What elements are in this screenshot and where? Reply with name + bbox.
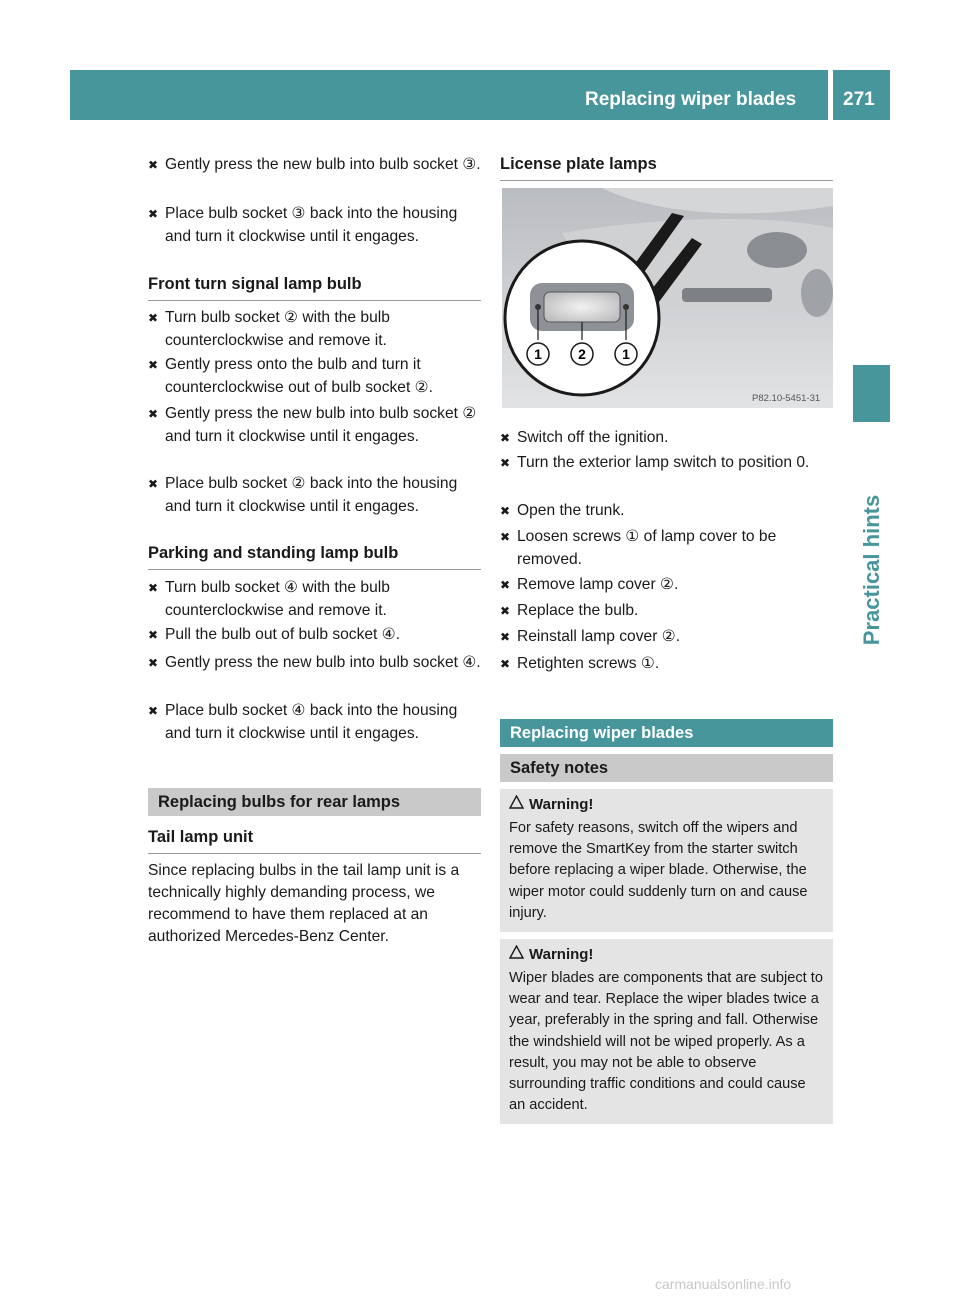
callout-label: 2: [578, 346, 586, 362]
side-tab-label: Practical hints: [858, 494, 884, 646]
footer-watermark: carmanualsonline.info: [655, 1276, 792, 1292]
step-arrow-icon: ✖: [500, 578, 511, 592]
step-arrow-icon: ✖: [148, 207, 159, 221]
step-arrow-icon: ✖: [500, 604, 511, 618]
page-header-title: Replacing wiper blades: [585, 89, 797, 110]
step-item: ✖ Turn the exterior lamp switch to position 0.: [500, 452, 833, 475]
step-item: ✖ Place bulb socket ④ back into the housing and turn it clockwise until it engages.: [148, 702, 458, 742]
section-bar-rear-lamps: Replacing bulbs for rear lamps: [148, 788, 481, 816]
step-arrow-icon: ✖: [148, 311, 159, 325]
tail-lamp-text: Since replacing bulbs in the tail lamp unit is a technically highly demanding process, we recommend to have them replaced at an authorized Mercedes-Benz Center.: [148, 862, 460, 945]
heading-parking-lamp: Parking and standing lamp bulb: [148, 544, 481, 570]
step-item: ✖ Place bulb socket ② back into the housing and turn it clockwise until it engages.: [148, 475, 458, 515]
wheel-shape: [801, 269, 833, 317]
license-plate-lamp-photo: [502, 188, 833, 408]
step-arrow-icon: ✖: [148, 704, 159, 718]
step-item: ✖ Open the trunk.: [500, 500, 833, 523]
step-item: ✖ Loosen screws ① of lamp cover to be removed.: [500, 528, 777, 568]
step-item: ✖ Pull the bulb out of bulb socket ④.: [148, 624, 481, 647]
heading-front-turn-signal: Front turn signal lamp bulb: [148, 275, 481, 301]
section-bar-wiper-blades: Replacing wiper blades: [500, 719, 833, 747]
warning-text: Wiper blades are components that are subject to wear and tear. Replace the wiper blades twice a year, preferably in the spring and fall. Otherwise the windshield will not be wiped properly. As a result, you may not be able to observe surrounding traffic conditions and could cause an accident.: [509, 970, 823, 1114]
screw-right: [623, 304, 629, 310]
step-arrow-icon: ✖: [148, 581, 159, 595]
step-arrow-icon: ✖: [148, 407, 159, 421]
heading-license-plate: License plate lamps: [500, 155, 833, 181]
section-bar-safety-notes: Safety notes: [500, 754, 833, 782]
step-arrow-icon: ✖: [148, 158, 159, 172]
heading-tail-lamp: Tail lamp unit: [148, 828, 481, 854]
screw-left: [535, 304, 541, 310]
step-item: ✖ Switch off the ignition.: [500, 427, 833, 450]
step-arrow-icon: ✖: [500, 456, 511, 470]
step-item: ✖ Remove lamp cover ②.: [500, 574, 833, 597]
page-number: 271: [843, 89, 875, 110]
exhaust-shape: [682, 288, 772, 302]
step-arrow-icon: ✖: [500, 431, 511, 445]
warning-box: [500, 789, 833, 932]
warning-box: [500, 939, 833, 1124]
side-tab-marker: [853, 365, 890, 422]
step-arrow-icon: ✖: [148, 628, 159, 642]
step-arrow-icon: ✖: [500, 630, 511, 644]
step-arrow-icon: ✖: [148, 358, 159, 372]
step-arrow-icon: ✖: [148, 656, 159, 670]
warning-triangle-icon: [509, 795, 529, 815]
step-item: ✖ Gently press the new bulb into bulb socket ② and turn it clockwise until it engages.: [148, 405, 477, 445]
step-item: ✖ Reinstall lamp cover ②.: [500, 626, 833, 649]
step-item: ✖ Gently press onto the bulb and turn it counterclockwise out of bulb socket ②.: [148, 356, 433, 396]
warning-title: Warning!: [509, 945, 825, 965]
callout-label: 1: [622, 346, 630, 362]
step-item: ✖ Gently press the new bulb into bulb socket ③.: [148, 154, 481, 177]
step-item: ✖ Place bulb socket ③ back into the housing and turn it clockwise until it engages.: [148, 205, 458, 245]
step-item: ✖ Turn bulb socket ④ with the bulb counterclockwise and remove it.: [148, 579, 390, 619]
step-item: ✖ Retighten screws ①.: [500, 653, 833, 676]
warning-title: Warning!: [509, 795, 825, 815]
step-item: ✖ Replace the bulb.: [500, 600, 833, 623]
lamp-lens: [544, 292, 620, 322]
step-arrow-icon: ✖: [500, 504, 511, 518]
step-arrow-icon: ✖: [500, 530, 511, 544]
callout-label: 1: [534, 346, 542, 362]
step-arrow-icon: ✖: [148, 477, 159, 491]
warning-triangle-icon: [509, 945, 529, 965]
step-arrow-icon: ✖: [500, 657, 511, 671]
step-item: ✖ Gently press the new bulb into bulb socket ④.: [148, 652, 481, 675]
header-divider: [828, 70, 833, 120]
warning-text: For safety reasons, switch off the wipers and remove the SmartKey from the starter switch before replacing a wiper blade. Otherwise, the wiper motor could suddenly turn on and cause injury.: [509, 820, 808, 921]
side-tab: [853, 430, 890, 710]
step-item: ✖ Turn bulb socket ② with the bulb counterclockwise and remove it.: [148, 309, 390, 349]
tail-light-shape: [747, 232, 807, 268]
photo-credit: P82.10-5451-31: [752, 393, 821, 404]
